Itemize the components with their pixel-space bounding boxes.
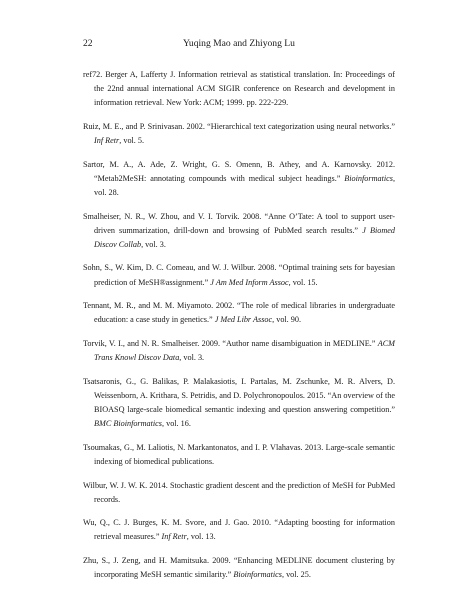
reference-item	[83, 210, 395, 252]
reference-text: Torvik, V. I., and N. R. Smalheiser. 2009. “Author name disambiguation in MEDLINE.”	[83, 338, 378, 348]
reference-tail: , vol. 25.	[281, 570, 311, 580]
reference-text: Wilbur, W. J. W. K. 2014. Stochastic gradient descent and the prediction of MeSH for PubMed records.	[83, 480, 395, 504]
reference-list	[83, 68, 395, 592]
reference-text: ref72. Berger A, Lafferty J. Information retrieval as statistical translation. In: Proceedings of the 22nd annual international ACM SIGIR conference on Research and development in information retrieval. New York: ACM; 1999. pp. 222-229.	[83, 70, 395, 108]
reference-venue: J Med Libr Assoc	[214, 315, 273, 325]
reference-text: Sartor, M. A., A. Ade, Z. Wright, G. S. Omenn, B. Athey, and A. Karnovsky. 2012. “Metab2MeSH: annotating compounds with medical subject headings.”	[83, 159, 395, 183]
reference-tail: , vol. 3.	[141, 239, 166, 249]
reference-text: Ruiz, M. E., and P. Srinivasan. 2002. “Hierarchical text categorization using neural networks.”	[83, 121, 395, 131]
reference-item	[83, 337, 395, 365]
reference-venue: BMC Bioinformatics	[94, 419, 162, 429]
reference-text: Sohn, S., W. Kim, D. C. Comeau, and W. J. Wilbur. 2008. “Optimal training sets for bayesian prediction of MeSH®assignment.”	[83, 263, 395, 287]
reference-tail: , vol. 28.	[94, 173, 395, 197]
reference-item	[83, 261, 395, 289]
reference-item	[83, 68, 395, 110]
reference-tail: , vol. 3.	[179, 353, 205, 363]
reference-text: Tsatsaronis, G., G. Balikas, P. Malakasiotis, I. Partalas, M. Zschunke, M. R. Alvers, D. Weissenborn, A. Krithara, S. Petridis, and D. Polychronopoulos. 2015. “An overview of the BIOASQ large-scale biomedical semantic indexing and question answering competition.”	[83, 376, 395, 414]
reference-tail: , vol. 15.	[288, 277, 318, 287]
reference-venue: J Am Med Inform Assoc	[210, 277, 289, 287]
reference-venue: Inf Retr	[161, 532, 187, 542]
reference-tail: , vol. 16.	[162, 419, 191, 429]
page-header	[83, 38, 395, 52]
reference-text: Tennant, M. R., and M. M. Miyamoto. 2002. “The role of medical libraries in undergraduate education: a case study in genetics.”	[83, 301, 395, 325]
reference-item	[83, 516, 395, 544]
reference-venue: Bioinformatics	[233, 570, 282, 580]
reference-venue: J Biomed Discov Collab	[94, 225, 395, 249]
reference-item	[83, 441, 395, 469]
reference-item	[83, 120, 395, 148]
reference-venue: ACM Trans Knowl Discov Data	[94, 338, 395, 363]
reference-text: Wu, Q., C. J. Burges, K. M. Svore, and J. Gao. 2010. “Adapting boosting for information retrieval measures.”	[83, 518, 395, 542]
reference-item	[83, 299, 395, 327]
reference-tail: , vol. 5.	[119, 135, 145, 145]
reference-venue: Bioinformatics	[344, 173, 393, 183]
page-number: 22	[83, 38, 93, 49]
reference-tail: , vol. 90.	[272, 315, 302, 325]
reference-text: Tsoumakas, G., M. Laliotis, N. Markantonatos, and I. P. Vlahavas. 2013. Large-scale semantic indexing of biomedical publications.	[83, 442, 395, 466]
reference-text: Zhu, S., J. Zeng, and H. Mamitsuka. 2009. “Enhancing MEDLINE document clustering by incorporating MeSH semantic similarity.”	[83, 556, 395, 580]
reference-text: Smalheiser, N. R., W. Zhou, and V. I. Torvik. 2008. “Anne O’Tate: A tool to support user-driven summarization, drill-down and browsing of PubMed search results.”	[83, 211, 395, 235]
reference-item	[83, 554, 395, 582]
running-head: Yuqing Mao and Zhiyong Lu	[183, 38, 295, 49]
reference-tail: , vol. 13.	[186, 532, 216, 542]
reference-item	[83, 158, 395, 200]
reference-item	[83, 375, 395, 431]
reference-venue: Inf Retr	[94, 135, 120, 145]
reference-item	[83, 479, 395, 507]
